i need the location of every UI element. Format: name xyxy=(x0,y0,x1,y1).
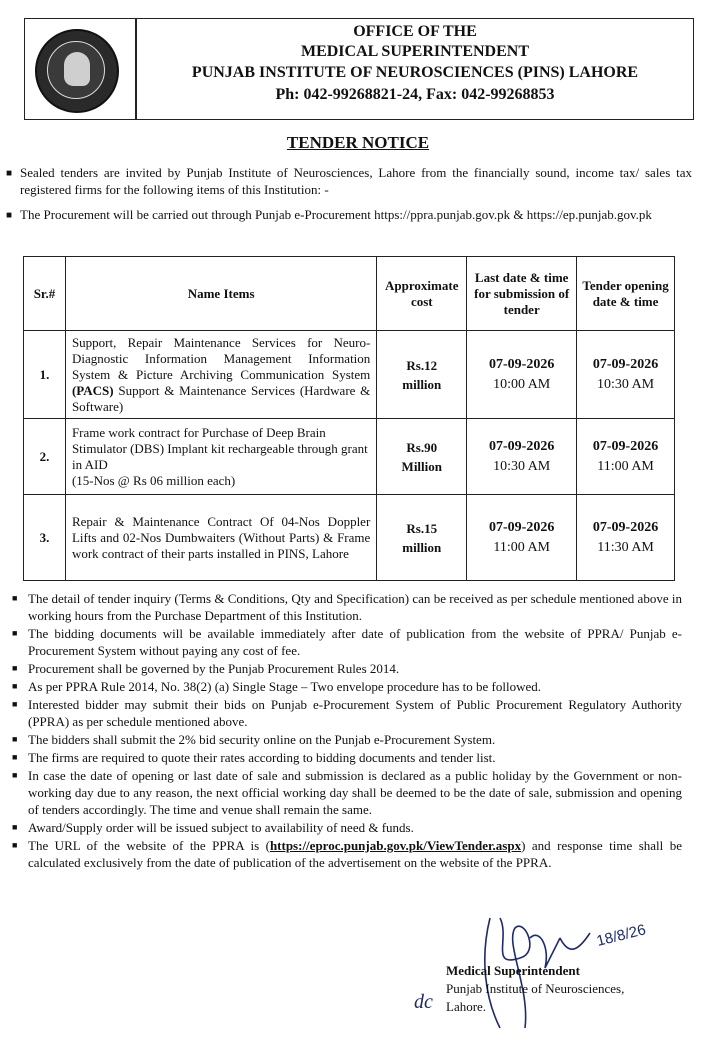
row-opening: 07-09-2026 11:00 AM xyxy=(577,419,675,495)
office-line: OFFICE OF THE xyxy=(353,23,477,40)
list-item: ■ The bidders shall submit the 2% bid security online on the Punjab e-Procurement System. xyxy=(12,732,496,747)
intro-paragraph-1: ■ Sealed tenders are invited by Punjab Institute of Neurosciences, Lahore from the financially sound, income tax/ sales tax registered firms for the following items of this Institution: - xyxy=(6,165,692,197)
col-header-sr: Sr.# xyxy=(24,257,66,331)
row-submission: 07-09-2026 10:00 AM xyxy=(467,331,577,419)
row-opening: 07-09-2026 11:30 AM xyxy=(577,495,675,581)
row-cost: Rs.12 million xyxy=(377,331,467,419)
col-header-opening: Tender opening date & time xyxy=(577,257,675,331)
list-item: ■ Interested bidder may submit their bids on Punjab e-Procurement System of Public Procurement Regulatory Authority (PPRA) as per schedule mentioned above. xyxy=(12,697,682,729)
row-item: Repair & Maintenance Contract Of 04-Nos Doppler Lifts and 02-Nos Dumbwaiters (Without Parts) & Frame work contract of their parts installed in PINS, Lahore xyxy=(65,495,376,581)
list-item: ■ The detail of tender inquiry (Terms & Conditions, Qty and Specification) can be received as per schedule mentioned above in working hours from the Purchase Department of this Institution. xyxy=(12,591,682,623)
signatory-organization: Punjab Institute of Neurosciences, xyxy=(446,981,625,996)
list-item: ■ As per PPRA Rule 2014, No. 38(2) (a) Single Stage – Two envelope procedure has to be followed. xyxy=(12,679,541,694)
letterhead xyxy=(24,18,694,120)
tender-table xyxy=(23,256,675,581)
bullet-icon: ■ xyxy=(12,734,18,744)
col-header-submission: Last date & time for submission of tender xyxy=(467,257,577,331)
page-title: TENDER NOTICE xyxy=(286,133,430,152)
row-item: Frame work contract for Purchase of Deep Brain Stimulator (DBS) Implant kit rechargeable through grant in AID (15-Nos @ Rs 06 million each) xyxy=(65,419,376,495)
bullet-icon: ■ xyxy=(12,663,18,673)
table-row xyxy=(24,419,675,495)
col-header-cost: Approximate cost xyxy=(377,257,467,331)
list-item: ■ The URL of the website of the PPRA is (https://eproc.punjab.gov.pk/ViewTender.aspx) and response time shall be calculated exclusively from the date of publication of the advertisement on the website of the PPRA. xyxy=(12,838,682,870)
bullet-icon: ■ xyxy=(12,628,18,638)
bullet-icon: ■ xyxy=(12,593,18,603)
signatory-city: Lahore. xyxy=(446,999,487,1014)
logo-inner-ring xyxy=(47,41,105,99)
designation-line: MEDICAL SUPERINTENDENT xyxy=(300,43,530,60)
bullet-icon: ■ xyxy=(6,168,13,179)
handwritten-date: 18/8/26 xyxy=(594,921,648,950)
terms-list xyxy=(10,590,682,872)
row-serial: 3. xyxy=(24,495,66,581)
bullet-icon: ■ xyxy=(6,210,13,221)
row-serial: 1. xyxy=(24,331,66,419)
row-submission: 07-09-2026 10:30 AM xyxy=(467,419,577,495)
handwritten-initials: dc xyxy=(414,991,433,1013)
bullet-icon: ■ xyxy=(12,699,18,709)
row-opening: 07-09-2026 10:30 AM xyxy=(577,331,675,419)
col-header-items: Name Items xyxy=(65,257,376,331)
bullet-icon: ■ xyxy=(12,752,18,762)
list-item: ■ The bidding documents will be available immediately after date of publication from the website of PPRA/ Punjab e-Procurement System without paying any cost of fee. xyxy=(12,626,682,658)
table-header-row xyxy=(24,257,675,331)
ppra-url-link[interactable]: https://eproc.punjab.gov.pk/ViewTender.aspx xyxy=(269,838,522,853)
row-cost: Rs.15 million xyxy=(377,495,467,581)
list-item: ■ Award/Supply order will be issued subject to availability of need & funds. xyxy=(12,820,414,835)
list-item: ■ The firms are required to quote their rates according to bidding documents and tender list. xyxy=(12,750,496,765)
institute-name: PUNJAB INSTITUTE OF NEUROSCIENCES (PINS) LAHORE xyxy=(191,64,639,81)
bullet-icon: ■ xyxy=(12,681,18,691)
table-row xyxy=(24,331,675,419)
signatory-title: Medical Superintendent xyxy=(446,963,580,978)
list-item: ■ In case the date of opening or last date of sale and submission is declared as a public holiday by the Government or non-working day due to any reason, the next official working day shall be deemed to be the date of sale, submission and opening of tenders accordingly. The time and venue shall remain the same. xyxy=(12,768,682,817)
intro-paragraph-2: ■ The Procurement will be carried out through Punjab e-Procurement https://ppra.punjab.gov.pk & https://ep.punjab.gov.pk xyxy=(6,207,652,222)
row-item: Support, Repair Maintenance Services for Neuro-Diagnostic Information Management Information System & Picture Archiving Communication System (PACS) Support & Maintenance Services (Hardware & Software) xyxy=(65,331,376,419)
row-submission: 07-09-2026 11:00 AM xyxy=(467,495,577,581)
list-item: ■ Procurement shall be governed by the Punjab Procurement Rules 2014. xyxy=(12,661,400,676)
row-serial: 2. xyxy=(24,419,66,495)
table-row xyxy=(24,495,675,581)
bullet-icon: ■ xyxy=(12,840,18,850)
head-silhouette-icon xyxy=(64,52,90,86)
bullet-icon: ■ xyxy=(12,770,18,780)
contact-numbers: Ph: 042-99268821-24, Fax: 042-99268853 xyxy=(275,86,555,103)
bullet-icon: ■ xyxy=(12,822,18,832)
pins-logo xyxy=(35,29,119,113)
row-cost: Rs.90 Million xyxy=(377,419,467,495)
